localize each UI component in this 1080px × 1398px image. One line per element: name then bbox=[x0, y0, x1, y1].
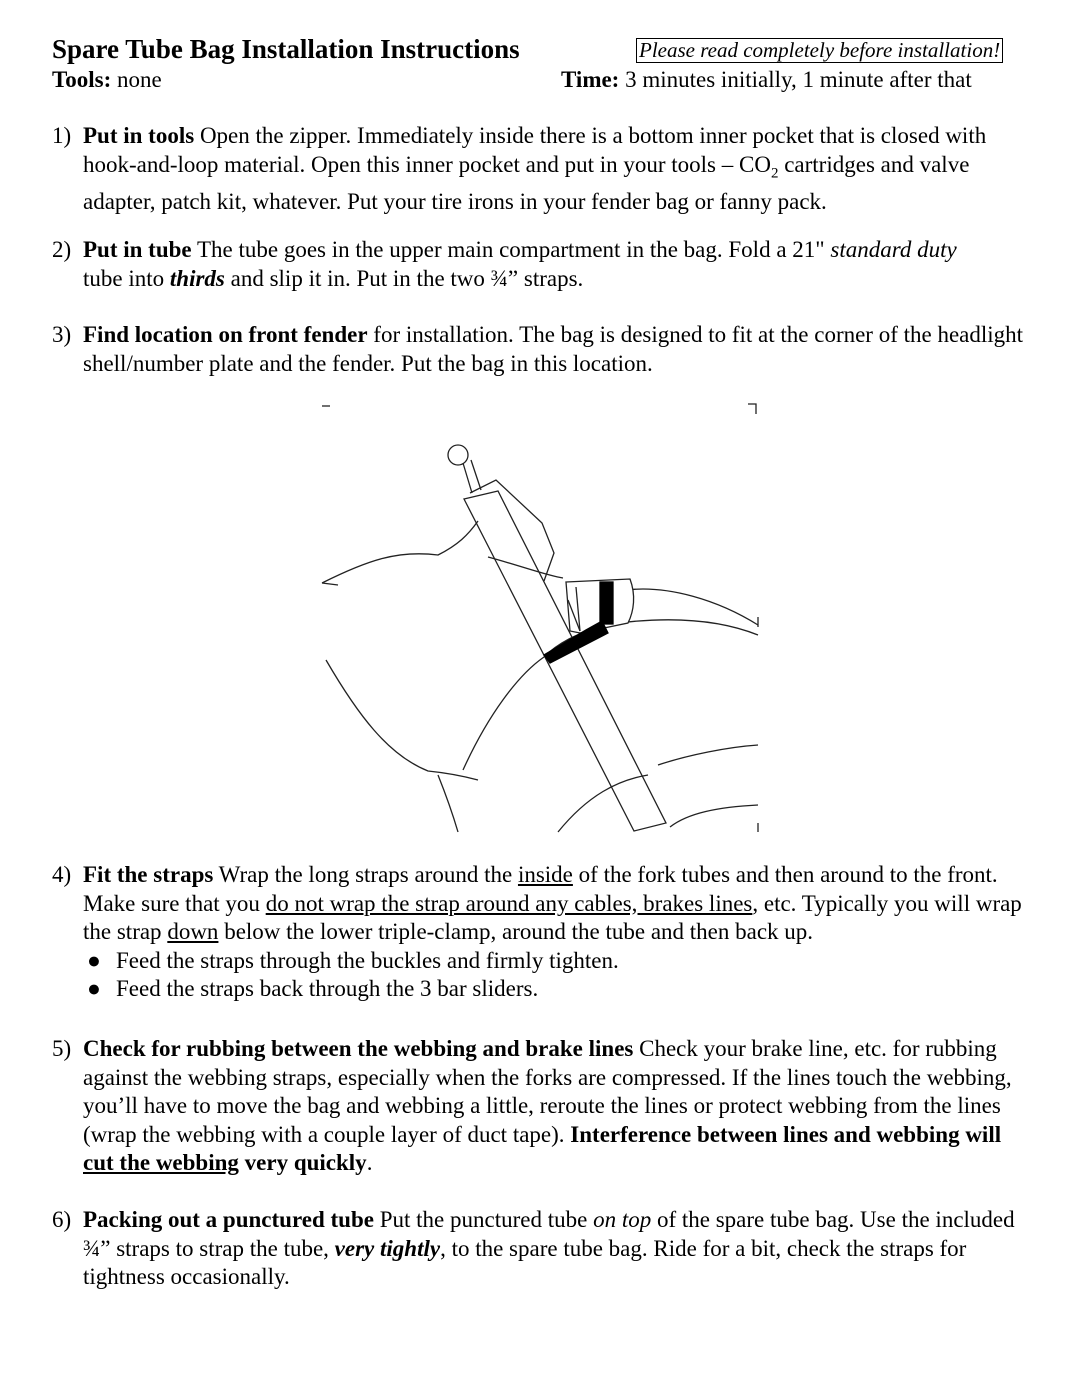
step-number: 1) bbox=[52, 123, 72, 148]
list-item bbox=[83, 975, 1037, 1004]
step-text: , to the spare tube bag. Ride for a bit, check the straps for tightness occasionally. bbox=[83, 1235, 967, 1289]
list-item-text: Feed the straps through the buckles and firmly tighten. bbox=[116, 947, 619, 973]
bullet-icon: ● bbox=[87, 947, 101, 973]
emphasis: on top bbox=[593, 1207, 652, 1232]
step-heading: Put in tube bbox=[83, 237, 192, 262]
tools-line bbox=[52, 66, 162, 94]
list-item bbox=[83, 947, 1037, 976]
step-number: 5) bbox=[52, 1036, 72, 1061]
underlined-text: down bbox=[167, 919, 219, 944]
step-heading: Fit the straps bbox=[83, 862, 214, 887]
step-body bbox=[83, 236, 1037, 293]
step-heading: Put in tools bbox=[83, 123, 195, 148]
step-1 bbox=[52, 122, 1037, 216]
tools-label: Tools: bbox=[52, 67, 112, 92]
step-text: and slip it in. Put in the two ¾” straps. bbox=[230, 265, 584, 291]
step-text: Check your brake line, etc. for rubbing against the webbing straps, especially when the forks are compressed. If the lines touch the webbing, you’ll have to move the bag and webbing a little, reroute the lines or protect webbing from the lines (wrap the webbing with a couple layer of duct tape). bbox=[83, 1036, 1012, 1147]
underlined-text: do not wrap the strap around any cables, brakes lines bbox=[265, 890, 753, 916]
step-6 bbox=[52, 1206, 1037, 1292]
step-heading: Packing out a punctured tube bbox=[83, 1207, 374, 1232]
step-heading: Check for rubbing between the webbing and brake lines bbox=[83, 1036, 634, 1061]
step-text: below the lower triple-clamp, around the tube and then back up. bbox=[224, 919, 814, 944]
step-3 bbox=[52, 321, 1037, 378]
step-body bbox=[83, 321, 1037, 378]
time-line bbox=[561, 66, 972, 94]
warning-text: very quickly bbox=[244, 1150, 367, 1175]
warning-text: Interference between lines and webbing will bbox=[570, 1121, 1002, 1147]
step-text: . bbox=[366, 1150, 373, 1175]
step-text: Put the punctured tube bbox=[379, 1207, 588, 1232]
step-text: Wrap the long straps around the bbox=[218, 862, 513, 887]
step-number: 6) bbox=[52, 1207, 72, 1232]
step-text: tube into bbox=[83, 265, 165, 291]
step-heading: Find location on front fender bbox=[83, 322, 368, 347]
step-text: of the spare tube bag. Use the included ¾” straps to strap the tube, bbox=[83, 1207, 1015, 1261]
step-text: Open the zipper. Immediately inside there is a bottom inner pocket that is closed with hook-and-loop material. Open this inner pocket and put in your tools – CO bbox=[83, 123, 987, 177]
fork-tube bbox=[464, 491, 666, 831]
crop-mark bbox=[748, 404, 756, 414]
emphasis: thirds bbox=[169, 265, 225, 291]
step-number: 3) bbox=[52, 322, 72, 347]
step-text: The tube goes in the upper main compartment in the bag. Fold a 21" bbox=[196, 237, 825, 262]
time-value: 3 minutes initially, 1 minute after that bbox=[625, 67, 972, 92]
emphasis: very tightly bbox=[334, 1235, 441, 1261]
step-text: for installation. The bag is designed to fit at the corner of the headlight shell/number plate and the fender. Put the bag in this location. bbox=[83, 322, 1024, 376]
page-title: Spare Tube Bag Installation Instructions bbox=[52, 34, 520, 64]
warning-underlined: cut the webbing bbox=[83, 1150, 239, 1175]
step-5 bbox=[52, 1035, 1037, 1178]
subscript: 2 bbox=[770, 165, 779, 182]
step-text: , etc. Typically you will wrap the strap bbox=[83, 890, 1022, 944]
step-number: 2) bbox=[52, 237, 72, 262]
bullet-list bbox=[83, 947, 1037, 1004]
emphasis: standard duty bbox=[830, 237, 957, 262]
bullet-icon: ● bbox=[87, 976, 101, 1001]
step-2 bbox=[52, 236, 1037, 293]
read-notice: Please read completely before installation! bbox=[636, 38, 1003, 63]
step-body bbox=[83, 1035, 1037, 1178]
tools-value: none bbox=[116, 67, 162, 92]
step-text: cartridges and valve adapter, patch kit, whatever. Put your tire irons in your fender bag or fanny pack. bbox=[83, 151, 970, 214]
step-body bbox=[83, 861, 1037, 1004]
underlined-text: inside bbox=[517, 862, 573, 887]
fork-cap-knob bbox=[448, 445, 468, 465]
step-number: 4) bbox=[52, 862, 72, 887]
fender-installation-drawing bbox=[318, 395, 768, 840]
step-body bbox=[83, 122, 1037, 216]
step-text: of the fork tubes and then around to the front. Make sure that you bbox=[83, 862, 998, 916]
step-4 bbox=[52, 861, 1037, 1004]
step-body bbox=[83, 1206, 1037, 1292]
list-item-text: Feed the straps back through the 3 bar sliders. bbox=[116, 976, 539, 1001]
time-label: Time: bbox=[561, 67, 620, 92]
strap bbox=[600, 582, 613, 624]
